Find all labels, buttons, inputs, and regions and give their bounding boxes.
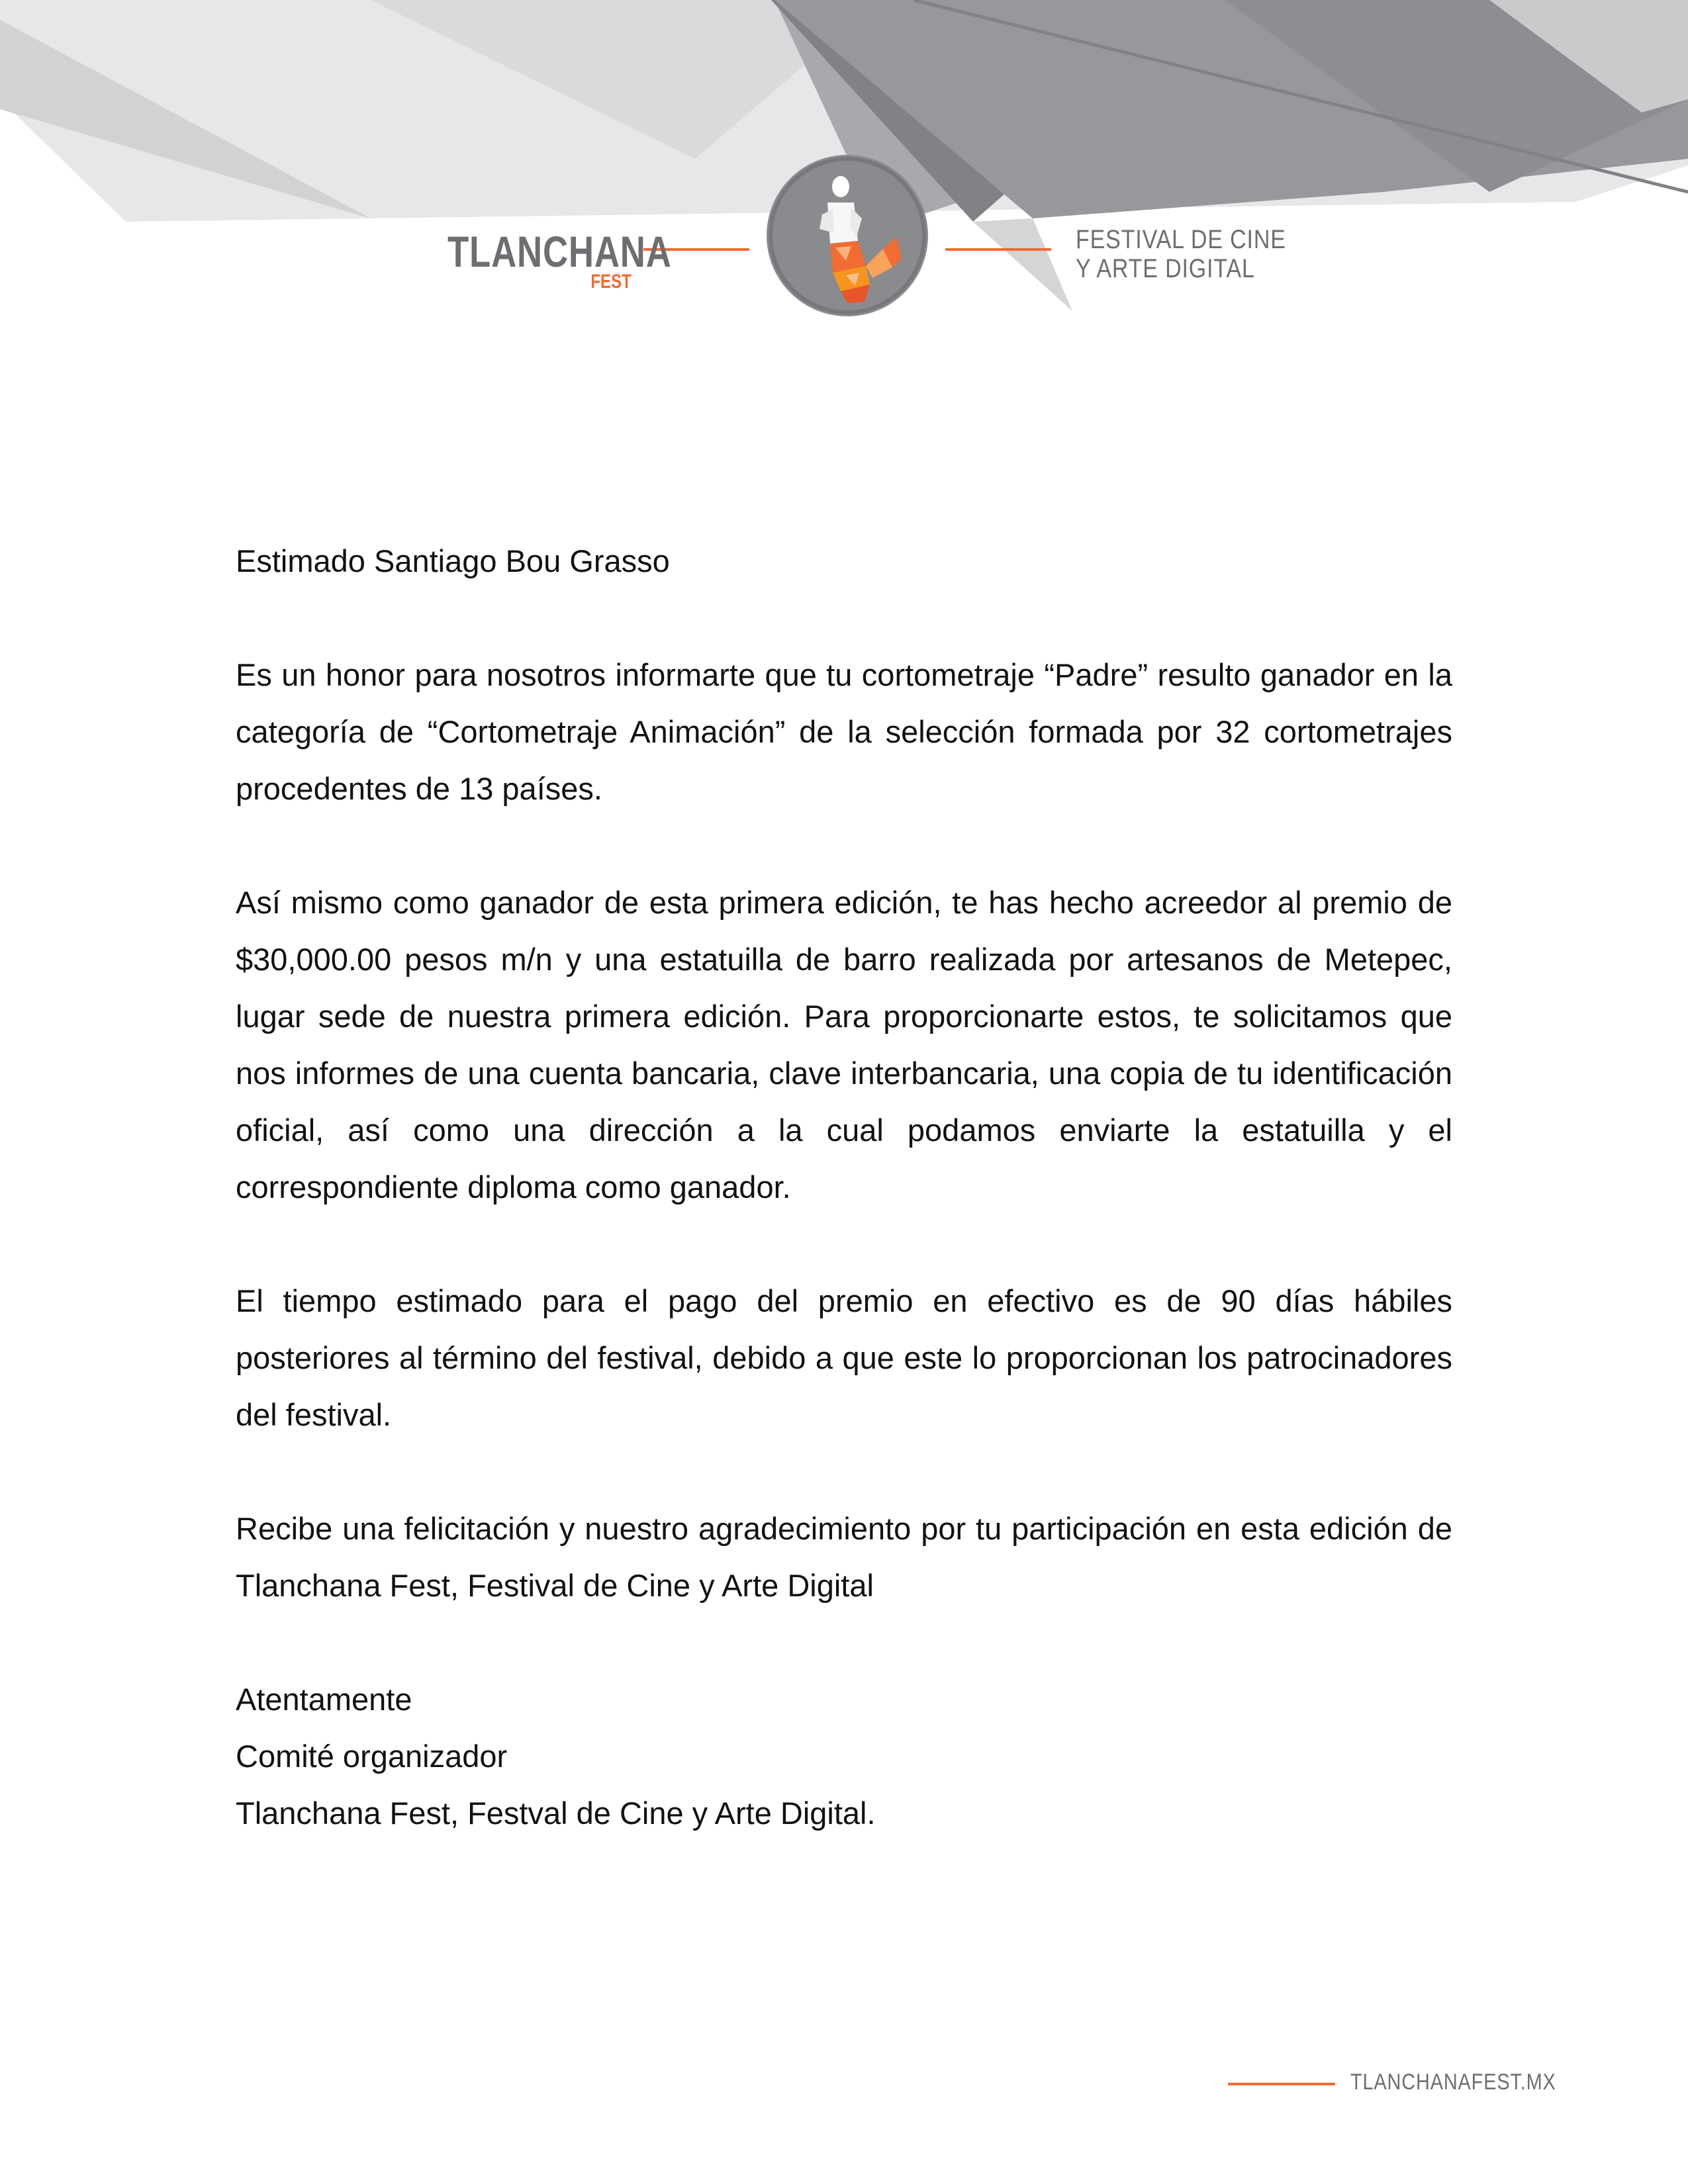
footer-rule (1228, 2083, 1335, 2085)
signature-block (236, 1671, 1452, 1842)
letter-body (236, 533, 1452, 1842)
closing-line-1: Atentamente (236, 1682, 412, 1717)
header-shape-center-light (973, 218, 1072, 311)
tagline-line-2: Y ARTE DIGITAL (1076, 254, 1255, 283)
paragraph-1: Es un honor para nosotros informarte que tu cortometraje “Padre” resulto ganador en la categoría de “Cortometraje Animación” de la selección formada por 32 cortometrajes procedentes de 13 países. (236, 657, 1452, 806)
closing-line-3: Tlanchana Fest, Festval de Cine y Arte Digital. (236, 1796, 876, 1831)
brand-subtitle: FEST (590, 271, 632, 293)
footer-website: TLANCHANAFEST.MX (1350, 2070, 1556, 2095)
paragraph-4: Recibe una felicitación y nuestro agradecimiento por tu participación en esta edición de Tlanchana Fest, Festival de Cine y Arte Digital (236, 1511, 1452, 1603)
tagline-line-1: FESTIVAL DE CINE (1076, 225, 1286, 254)
paragraph-2: Así mismo como ganador de esta primera edición, te has hecho acreedor al premio de $30,000.00 pesos m/n y una estatuilla de barro realizada por artesanos de Metepec, lugar sede de nuestra primera edición. Para proporcionarte estos, te solicitamos que nos informes de una cuenta bancaria, clave interbancaria, una copia de tu identificación oficial, así como una dirección a la cual podamos enviarte la estatuilla y el correspondiente diploma como ganador. (236, 885, 1452, 1205)
paragraph-3: El tiempo estimado para el pago del premio en efectivo es de 90 días hábiles posteriores al término del festival, debido a que este lo proporcionan los patrocinadores del festival. (236, 1283, 1452, 1432)
tlanchana-logo-mark (767, 155, 928, 316)
festival-tagline (1076, 225, 1286, 283)
mermaid-icon (767, 155, 928, 316)
closing-line-2: Comité organizador (236, 1739, 508, 1774)
salutation: Estimado Santiago Bou Grasso (236, 543, 670, 578)
brand-name: TLANCHANA (447, 227, 672, 276)
